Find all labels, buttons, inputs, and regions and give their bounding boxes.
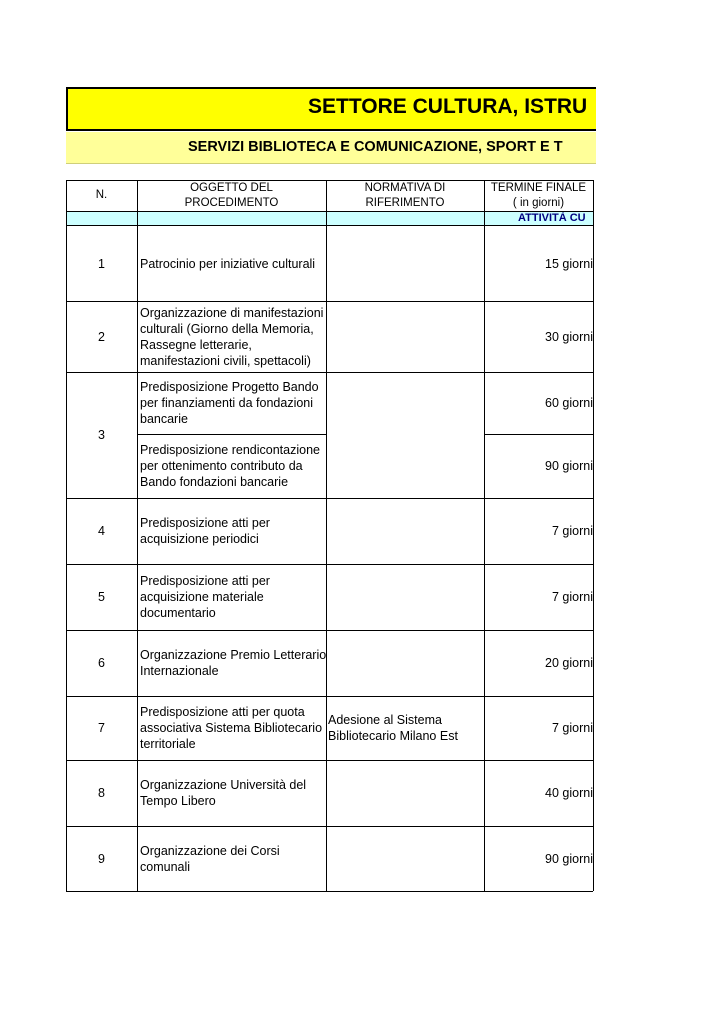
row-termine: 60 giorni [545,396,593,410]
row-termine: 90 giorni [545,459,593,473]
row-termine: 7 giorni [552,721,593,735]
row-oggetto: Predisposizione Progetto Bando per finanziamenti da fondazioni bancarie [140,380,319,426]
row-termine: 7 giorni [552,590,593,604]
section-band [66,211,593,226]
page-title: SETTORE CULTURA, ISTRU [308,95,588,118]
grid-line [137,434,326,435]
grid-line [326,180,327,891]
page-subtitle: SERVIZI BIBLIOTECA E COMUNICAZIONE, SPORT E T [188,139,563,155]
column-header-termine: TERMINE FINALE ( in giorni) [490,181,587,209]
page-title-bar [66,87,596,131]
row-termine: 90 giorni [545,851,593,866]
row-termine: 30 giorni [545,329,593,344]
grid-line [66,630,593,631]
grid-line [593,180,594,891]
row-oggetto: Organizzazione Premio Letterario Internazionale [140,648,327,678]
row-normativa: Adesione al Sistema Bibliotecario Milano Est [328,713,458,743]
column-header-oggetto: OGGETTO DEL PROCEDIMENTO [184,181,279,209]
grid-line [137,180,138,891]
grid-line [66,891,593,892]
grid-line [66,372,593,373]
row-number: 8 [98,786,105,800]
row-number: 4 [98,524,105,538]
row-termine: 7 giorni [552,524,593,538]
row-oggetto: Patrocinio per iniziative culturali [140,256,316,271]
row-number: 1 [98,256,105,271]
row-number: 9 [98,851,105,866]
row-termine: 15 giorni [545,256,593,271]
grid-line [66,180,67,891]
grid-line [66,498,593,499]
row-termine: 40 giorni [545,786,593,800]
row-oggetto: Organizzazione dei Corsi comunali [140,843,280,874]
row-number: 5 [98,590,105,604]
row-oggetto: Organizzazione di manifestazioni culturali (Giorno della Memoria, Rassegne letterarie, manifestazioni civili, spettacoli) [140,305,324,368]
subtitle-bar [66,132,596,164]
grid-line [66,826,593,827]
row-number: 3 [98,428,105,442]
row-oggetto: Organizzazione Università del Tempo Libero [140,778,307,808]
row-number: 7 [98,721,105,735]
section-label: ATTIVITÀ CU [518,212,586,224]
grid-line [66,696,593,697]
row-termine: 20 giorni [545,656,593,670]
column-header-n: N. [95,189,108,201]
grid-line [66,301,593,302]
grid-line [484,180,485,891]
grid-line [66,760,593,761]
row-oggetto: Predisposizione rendicontazione per ottenimento contributo da Bando fondazioni bancarie [140,443,320,489]
row-number: 6 [98,656,105,670]
grid-line [484,434,593,435]
row-oggetto: Predisposizione atti per acquisizione materiale documentario [140,574,270,620]
row-oggetto: Predisposizione atti per quota associativa Sistema Bibliotecario territoriale [140,705,323,751]
row-number: 2 [98,329,105,344]
row-oggetto: Predisposizione atti per acquisizione periodici [140,516,270,546]
grid-line [66,564,593,565]
column-header-normativa: NORMATIVA DI RIFERIMENTO [364,181,446,209]
grid-line [66,180,593,181]
